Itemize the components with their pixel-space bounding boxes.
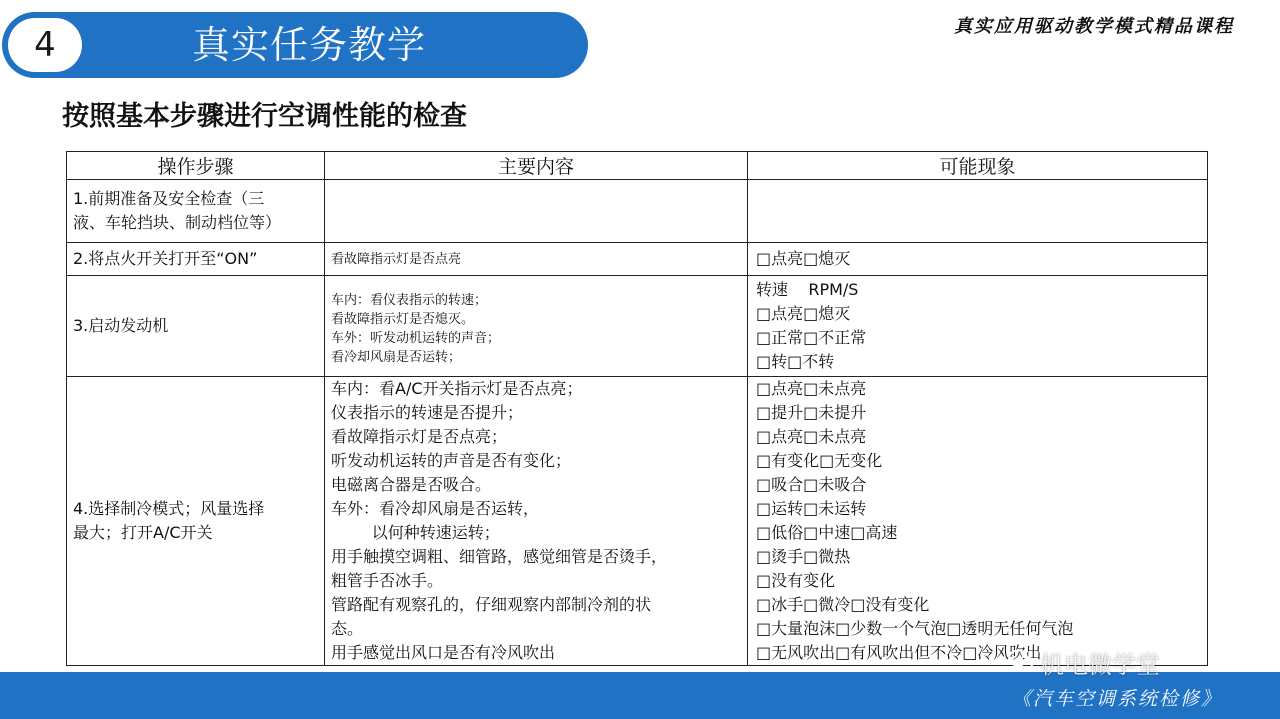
content-line: 车外：看冷却风扇是否运转， [331, 499, 540, 518]
content-cell [325, 243, 748, 276]
phenomena-cell [748, 276, 1208, 377]
watermark-text: 机电微学堂 [1040, 651, 1160, 679]
content-line: 态。 [331, 619, 364, 638]
content-line: 车内：看A/C开关指示灯是否点亮； [331, 379, 583, 398]
section-subtitle: 按照基本步骤进行空调性能的检查 [62, 101, 467, 132]
content-line: 看故障指示灯是否点亮； [331, 427, 508, 446]
phenomena-line: □点亮□未点亮 [756, 379, 867, 398]
phenomena-line: □大量泡沫□少数一个气泡□透明无任何气泡 [756, 619, 1074, 638]
chapter-number-badge: 4 [8, 18, 82, 72]
phenomena-line: □烫手□微热 [756, 547, 851, 566]
content-line: 用手触摸空调粗、细管路，感觉细管是否烫手， [331, 547, 668, 566]
content-line: 车外：听发动机运转的声音； [331, 331, 501, 346]
table-row [67, 276, 1208, 377]
content-line: 仪表指示的转速是否提升； [331, 403, 524, 422]
phenomena-line: □转□不转 [756, 352, 835, 371]
content-line: 用手感觉出风口是否有冷风吹出 [331, 643, 556, 662]
phenomena-line: □有变化□无变化 [756, 451, 883, 470]
content-line: 管路配有观察孔的，仔细观察内部制冷剂的状 [331, 595, 652, 614]
step-cell [67, 377, 325, 666]
phenomena-line: □无风吹出□有风吹出但不冷□冷风吹出 [756, 643, 1042, 662]
phenomena-line: □正常□不正常 [756, 328, 867, 347]
inspection-steps-table [66, 151, 1208, 666]
header-phenomena: 可能现象 [748, 152, 1208, 180]
content-line: 看故障指示灯是否熄灭。 [331, 312, 475, 327]
phenomena-line: □吸合□未吸合 [756, 475, 867, 494]
content-line: 电磁离合器是否吸合。 [331, 475, 492, 494]
content-cell [325, 180, 748, 243]
content-line: 粗管手否冰手。 [331, 571, 444, 590]
header-step: 操作步骤 [67, 152, 325, 180]
table-row [67, 243, 1208, 276]
content-line: 看故障指示灯是否点亮 [331, 251, 462, 267]
phenomena-cell [748, 243, 1208, 276]
table-row [67, 180, 1208, 243]
content-line: 听发动机运转的声音是否有变化； [331, 451, 572, 470]
phenomena-line: □运转□未运转 [756, 499, 867, 518]
phenomena-line: □低俗□中速□高速 [756, 523, 898, 542]
step-cell [67, 180, 325, 243]
slide-title: 真实任务教学 [192, 23, 427, 67]
table-header-row [67, 152, 1208, 180]
content-line: 以何种转速运转； [331, 523, 500, 542]
step-text-line: 2.将点火开关打开至“ON” [73, 249, 258, 268]
header-content: 主要内容 [325, 152, 748, 180]
content-cell [325, 276, 748, 377]
course-tagline: 真实应用驱动教学模式精品课程 [954, 16, 1234, 37]
table-row [67, 377, 1208, 666]
step-cell [67, 243, 325, 276]
step-text-line: 3.启动发动机 [73, 316, 169, 335]
phenomena-line: □点亮□熄灭 [756, 304, 851, 323]
footer-course-name: 《汽车空调系统检修》 [1011, 688, 1222, 710]
step-cell [67, 276, 325, 377]
content-line: 车内：看仪表指示的转速； [331, 293, 488, 308]
phenomena-cell [748, 377, 1208, 666]
step-text-line: 1.前期准备及安全检查（三 [73, 189, 265, 208]
content-line: 看冷却风扇是否运转； [331, 350, 462, 365]
phenomena-line: □没有变化 [756, 571, 836, 590]
phenomena-line: □冰手□微冷□没有变化 [756, 595, 930, 614]
phenomena-line: □点亮□熄灭 [756, 249, 851, 268]
phenomena-line: □点亮□未点亮 [756, 427, 867, 446]
content-cell [325, 377, 748, 666]
step-text-line: 液、车轮挡块、制动档位等） [73, 213, 282, 232]
step-text-line: 4.选择制冷模式；风量选择 [73, 499, 265, 518]
phenomena-line: □提升□未提升 [756, 403, 867, 422]
phenomena-line: 转速 RPM/S [756, 280, 859, 299]
wechat-icon [1008, 648, 1034, 672]
step-text-line: 最大；打开A/C开关 [73, 523, 213, 542]
phenomena-cell [748, 180, 1208, 243]
